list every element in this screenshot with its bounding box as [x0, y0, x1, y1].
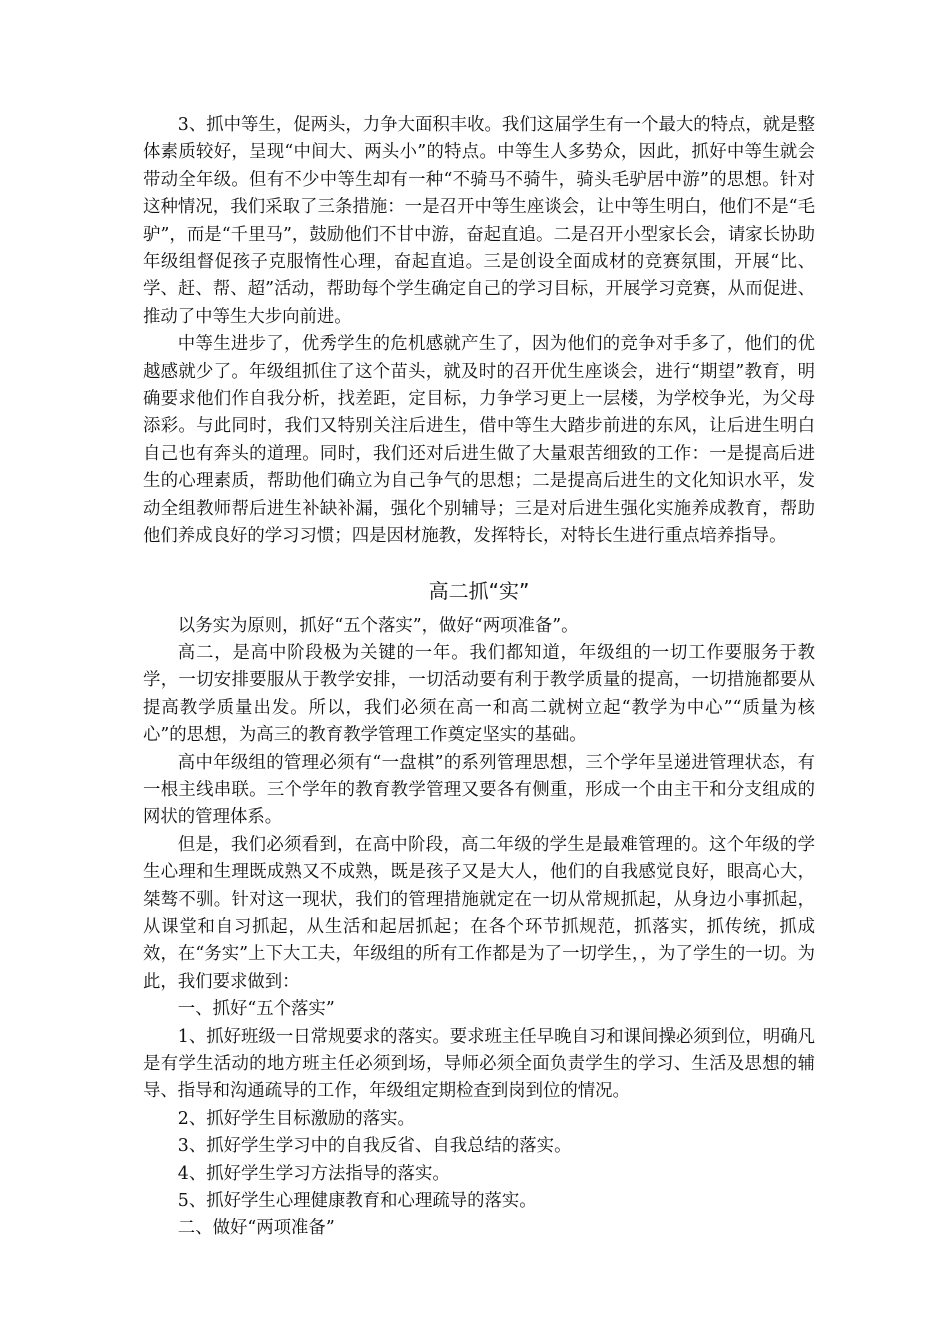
subheading-paragraph: 一、抓好“五个落实” [177, 999, 335, 1020]
body-paragraph: 中等生进步了，优秀学生的危机感就产生了，因为他们的竞争对手多了，他们的优越感就少了。年级组抓住了这个苗头，就及时的召开优生座谈会，进行“期望”教育，明确要求他们作自我分析，找差距，定目标，力争学习更上一层楼，为学校争光，为父母添彩。与此同时，我们又特别关注后进生，借中等生大踏步前进的东风，让后进生明白自己也有奔头的道理。同时，我们还对后进生做了大量艰苦细致的工作：一是提高后进生的心理素质，帮助他们确立为自己争气的思想；二是提高后进生的文化知识水平，发动全组教师帮后进生补缺补漏，强化个别辅导；三是对后进生强化实施养成教育，帮助他们养成良好的学习习惯；四是因材施教，发挥特长，对特长生进行重点培养指导。 [143, 334, 815, 547]
list-item-paragraph: 3、抓好学生学习中的自我反省、自我总结的落实。 [177, 1136, 572, 1157]
document-body [143, 112, 815, 1243]
body-paragraph: 以务实为原则，抓好“五个落实”，做好“两项准备”。 [177, 615, 579, 636]
body-paragraph: 但是，我们必须看到，在高中阶段，高二年级的学生是最难管理的。这个年级的学生心理和生理既成熟又不成熟，既是孩子又是大人，他们的自我感觉良好，眼高心大，桀骜不驯。针对这一现状，我们的管理措施就定在一切从常规抓起，从身边小事抓起，从课堂和自习抓起，从生活和起居抓起；在各个环节抓规范，抓落实，抓传统，抓成效，在“务实”上下大工夫，年级组的所有工作都是为了一切学生，，为了学生的一切。为此，我们要求做到： [143, 834, 815, 992]
list-item-paragraph: 1、抓好班级一日常规要求的落实。要求班主任早晚自习和课间操必须到位，明确凡是有学生活动的地方班主任必须到场，导师必须全面负责学生的学习、生活及思想的辅导、指导和沟通疏导的工作，年级组定期检查到岗到位的情况。 [143, 1026, 815, 1102]
list-item-paragraph: 2、抓好学生目标激励的落实。 [177, 1108, 415, 1129]
body-paragraph: 高二，是高中阶段极为关键的一年。我们都知道，年级组的一切工作要服务于教学，一切安排要服从于教学安排，一切活动要有利于教学质量的提高，一切措施都要从提高教学质量出发。所以，我们必须在高一和高二就树立起“教学为中心”“质量为核心”的思想，为高三的教育教学管理工作奠定坚实的基础。 [143, 642, 815, 746]
subheading-paragraph: 二、做好“两项准备” [177, 1218, 335, 1239]
list-item-paragraph: 5、抓好学生心理健康教育和心理疏导的落实。 [177, 1191, 537, 1212]
body-paragraph: 高中年级组的管理必须有“一盘棋”的系列管理思想，三个学年呈递进管理状态，有一根主线串联。三个学年的教育教学管理又要各有侧重，形成一个由主干和分支组成的网状的管理体系。 [143, 752, 815, 828]
list-item-paragraph: 4、抓好学生学习方法指导的落实。 [177, 1163, 450, 1184]
section-heading: 高二抓“实” [428, 578, 530, 603]
body-paragraph: 3、抓中等生，促两头，力争大面积丰收。我们这届学生有一个最大的特点，就是整体素质较好，呈现“中间大、两头小”的特点。中等生人多势众，因此，抓好中等生就会带动全年级。但有不少中等生却有一种“不骑马不骑牛，骑头毛驴居中游”的思想。针对这种情况，我们采取了三条措施：一是召开中等生座谈会，让中等生明白，他们不是“毛驴”，而是“千里马”，鼓励他们不甘中游，奋起直追。二是召开小型家长会，请家长协助年级组督促孩子克服惰性心理，奋起直追。三是创设全面成材的竞赛氛围，开展“比、学、赶、帮、超”活动，帮助每个学生确定自己的学习目标，开展学习竞赛，从而促进、推动了中等生大步向前进。 [143, 115, 815, 327]
